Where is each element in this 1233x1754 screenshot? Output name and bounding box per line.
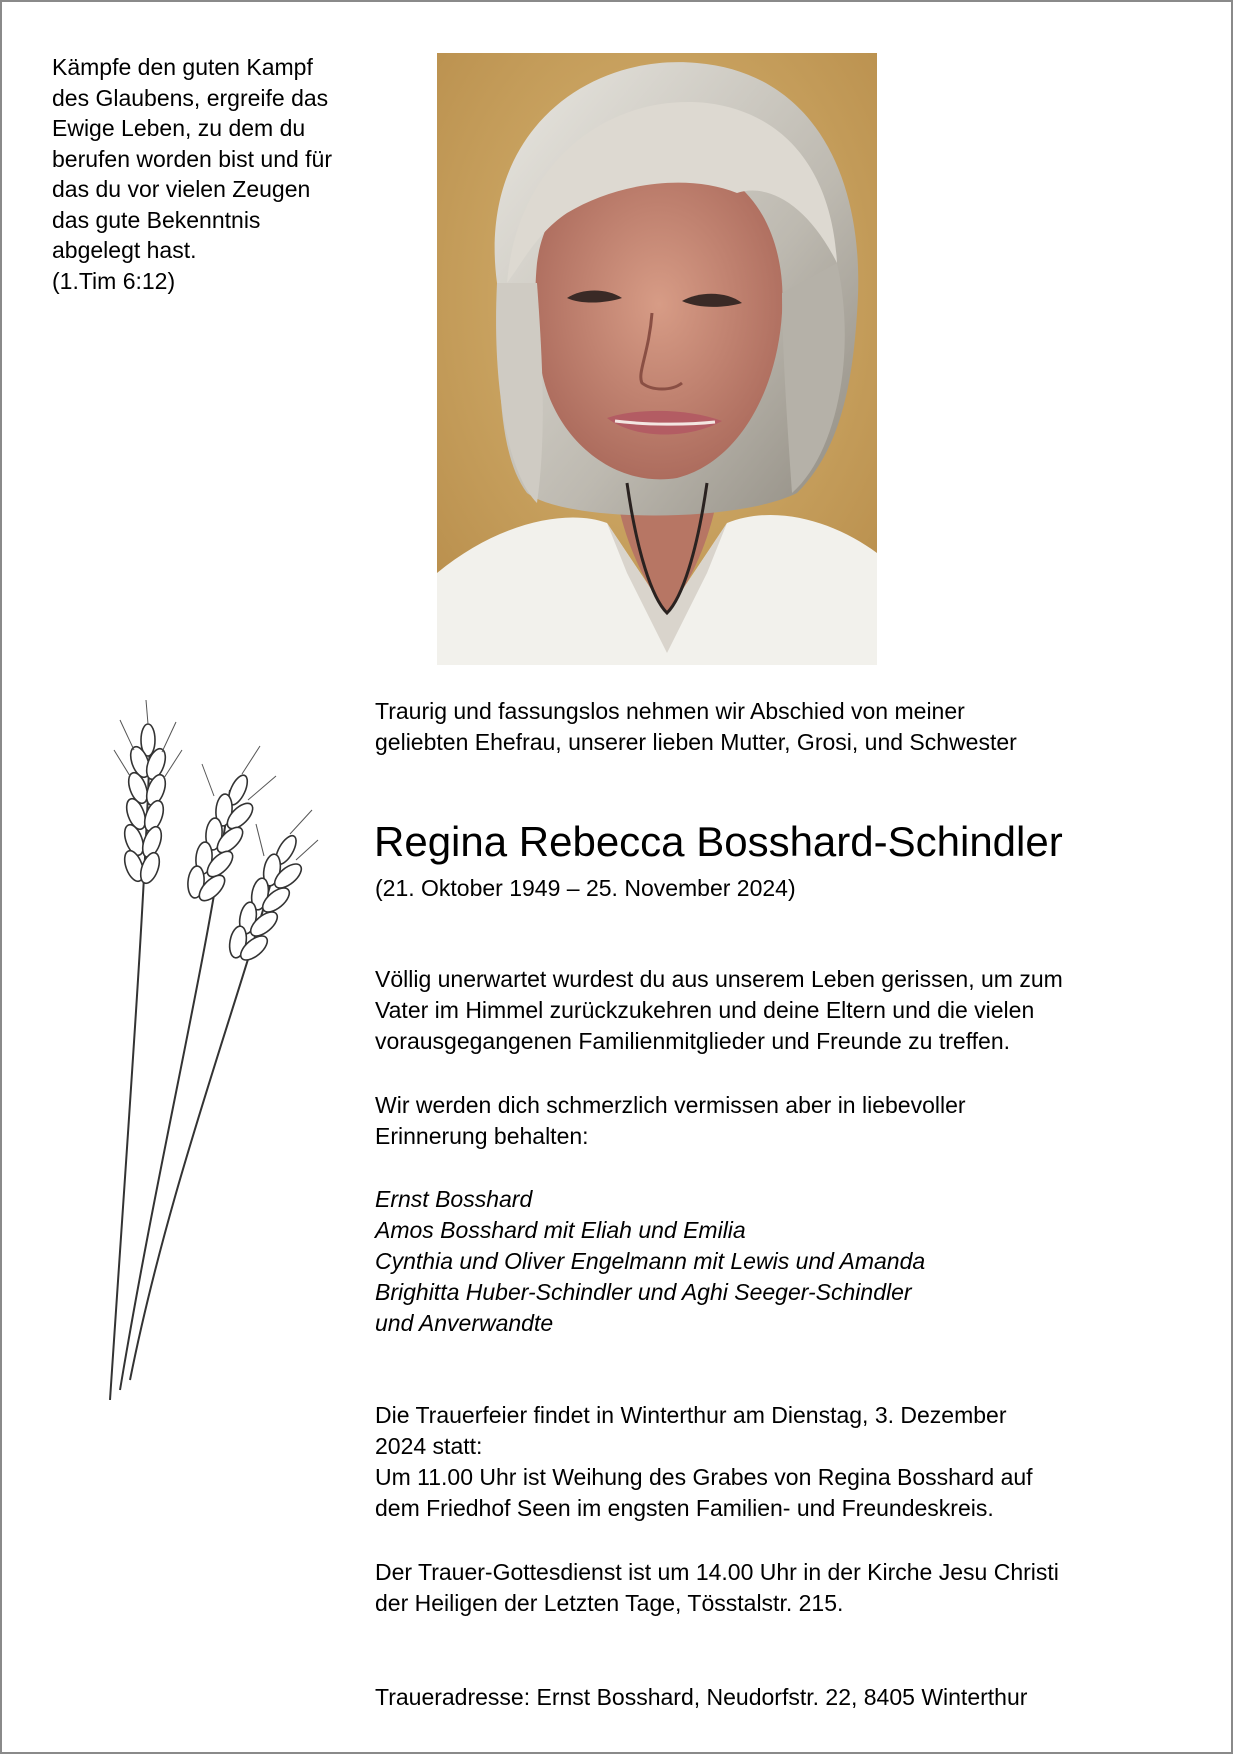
portrait-illustration — [437, 53, 877, 665]
portrait-photo — [437, 53, 877, 665]
service-line: Der Trauer-Gottesdienst ist um 14.00 Uhr in der Kirche Jesu Christi — [375, 1559, 1059, 1585]
verse-reference: (1.Tim 6:12) — [52, 267, 176, 294]
verse-line: Ewige Leben, zu dem du — [52, 115, 306, 141]
paragraph-unexpected — [375, 964, 1195, 1057]
ceremony-line: Um 11.00 Uhr ist Weihung des Grabes von Regina Bosshard auf — [375, 1464, 1033, 1490]
intro-line: geliebten Ehefrau, unserer lieben Mutter, Grosi, und Schwester — [375, 729, 1017, 755]
verse-line: des Glaubens, ergreife das — [52, 84, 329, 111]
wheat-stalks-icon — [90, 700, 320, 1400]
mourner-line: und Anverwandte — [375, 1310, 554, 1336]
mourner-line: Ernst Bosshard — [375, 1186, 533, 1212]
ceremony-info — [375, 1400, 1195, 1524]
service-info — [375, 1557, 1195, 1619]
paragraph-line: Völlig unerwartet wurdest du aus unserem Leben gerissen, um zum — [375, 966, 1063, 992]
intro-line: Traurig und fassungslos nehmen wir Abschied von meiner — [375, 698, 965, 724]
service-line: der Heiligen der Letzten Tage, Tösstalstr. 215. — [375, 1590, 844, 1616]
mourners-list — [375, 1184, 1195, 1339]
paragraph-line: Erinnerung behalten: — [375, 1123, 589, 1149]
ceremony-line: 2024 statt: — [375, 1433, 483, 1459]
bible-verse — [52, 52, 392, 296]
mourner-line: Brighitta Huber-Schindler und Aghi Seeger-Schindler — [375, 1279, 912, 1305]
verse-line: Kämpfe den guten Kampf — [52, 54, 313, 80]
paragraph-line: Vater im Himmel zurückzukehren und deine Eltern und die vielen — [375, 997, 1035, 1023]
verse-line: abgelegt hast. — [52, 237, 197, 263]
ceremony-line: Die Trauerfeier findet in Winterthur am Dienstag, 3. Dezember — [375, 1402, 1007, 1428]
verse-line: berufen worden bist und für — [52, 145, 333, 172]
verse-line: das du vor vielen Zeugen — [52, 176, 311, 202]
mourner-line: Amos Bosshard mit Eliah und Emilia — [375, 1217, 746, 1243]
verse-line: das gute Bekenntnis — [52, 206, 261, 233]
paragraph-line: Wir werden dich schmerzlich vermissen aber in liebevoller — [375, 1092, 966, 1118]
mourning-address: Traueradresse: Ernst Bosshard, Neudorfstr. 22, 8405 Winterthur — [375, 1684, 1028, 1710]
deceased-name: Regina Rebecca Bosshard-Schindler — [374, 818, 1063, 865]
paragraph-line: vorausgegangenen Familienmitglieder und Freunde zu treffen. — [375, 1028, 1011, 1054]
ceremony-line: dem Friedhof Seen im engsten Familien- und Freundeskreis. — [375, 1495, 994, 1521]
wheat-illustration — [90, 700, 320, 1400]
life-dates: (21. Oktober 1949 – 25. November 2024) — [375, 875, 796, 901]
paragraph-memory — [375, 1090, 1195, 1152]
mourner-line: Cynthia und Oliver Engelmann mit Lewis und Amanda — [375, 1248, 926, 1274]
intro-text — [375, 696, 1195, 758]
